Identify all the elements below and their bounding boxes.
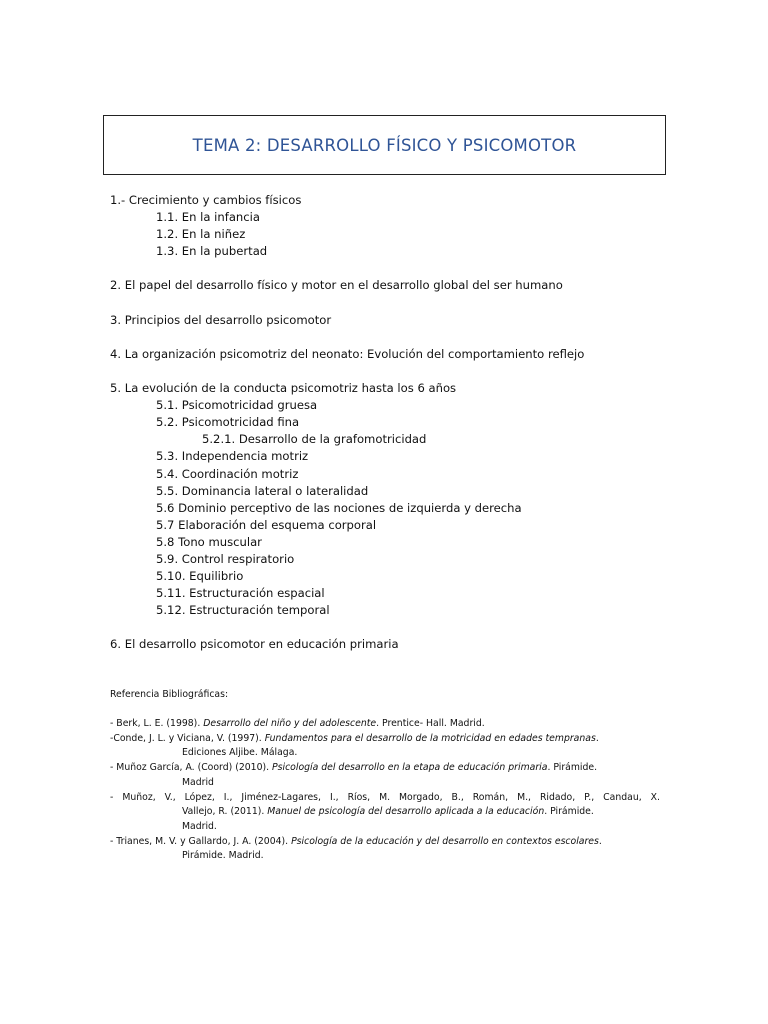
toc-subsection: 5.2.1. Desarrollo de la grafomotricidad [202, 432, 427, 447]
toc-subsection: 1.3. En la pubertad [156, 244, 268, 259]
reference-continuation [110, 805, 660, 820]
toc-section: 3. Principios del desarrollo psicomotor [110, 312, 332, 327]
toc-subsection: 5.8 Tono muscular [156, 534, 262, 549]
reference-text: - Berk, L. E. (1998). [110, 718, 204, 729]
toc-subsection: 1.2. En la niñez [156, 227, 246, 242]
toc-spacer [110, 260, 670, 277]
reference-title: Fundamentos para el desarrollo de la motricidad en edades tempranas [264, 732, 596, 744]
reference-entry [110, 717, 660, 732]
toc-section: 5. La evolución de la conducta psicomotriz hasta los 6 años [110, 381, 457, 396]
reference-line [110, 761, 660, 776]
reference-entry [110, 732, 660, 761]
reference-text: Pirámide. Madrid. [182, 850, 264, 862]
toc-subsection: 5.1. Psicomotricidad gruesa [156, 398, 318, 413]
toc-subsection: 5.4. Coordinación motriz [156, 466, 299, 481]
toc-section: 4. La organización psicomotriz del neonato: Evolución del comportamiento reflejo [110, 346, 585, 361]
toc-subsection: 5.2. Psicomotricidad fina [156, 415, 300, 430]
toc-section: 6. El desarrollo psicomotor en educación primaria [110, 637, 399, 652]
reference-text: Vallejo, R. (2011). [182, 806, 268, 818]
reference-title: Psicología de la educación y del desarrollo en contextos escolares [291, 835, 599, 847]
toc-spacer [110, 329, 670, 346]
reference-title: Desarrollo del niño y del adolescente [203, 718, 377, 729]
reference-entry [110, 761, 660, 790]
toc-subsection: 5.9. Control respiratorio [156, 551, 295, 566]
reference-title: Psicología del desarrollo en la etapa de educación primaria [272, 762, 548, 774]
reference-text: Ediciones Aljibe. Málaga. [182, 747, 298, 759]
reference-text: - Muñoz García, A. (Coord) (2010). [110, 762, 273, 774]
reference-title: Manuel de psicología del desarrollo aplicada a la educación [267, 806, 545, 818]
reference-entry [110, 791, 660, 835]
toc-section: 1.- Crecimiento y cambios físicos [110, 193, 302, 207]
toc-spacer [110, 619, 670, 636]
reference-line [110, 732, 660, 747]
reference-text: Madrid [182, 776, 214, 788]
references-heading: Referencia Bibliográficas: [110, 689, 229, 700]
reference-text: . Prentice- Hall. Madrid. [376, 718, 485, 729]
toc-subsection: 5.3. Independencia motriz [156, 449, 309, 464]
reference-continuation [110, 746, 660, 761]
toc-subsection: 5.12. Estructuración temporal [156, 603, 330, 618]
toc-spacer [110, 363, 670, 380]
reference-continuation [110, 776, 660, 791]
reference-text: - Muñoz, V., López, I., Jiménez-Lagares, I., Ríos, M. Morgado, B., Román, M., Ridado, P., Candau, X. [110, 791, 660, 803]
references-list [110, 717, 660, 864]
reference-text: . [595, 732, 599, 744]
reference-text: - Trianes, M. V. y Gallardo, J. A. (2004). [110, 835, 292, 847]
toc-spacer [110, 295, 670, 312]
reference-line [110, 835, 660, 850]
toc-subsection: 5.10. Equilibrio [156, 569, 244, 584]
toc-subsection: 5.5. Dominancia lateral o lateralidad [156, 483, 369, 498]
reference-line [110, 791, 660, 806]
reference-text: . Pirámide. [544, 806, 594, 818]
toc-subsection: 5.6 Dominio perceptivo de las nociones de izquierda y derecha [156, 500, 522, 515]
reference-text: . Pirámide. [547, 762, 598, 774]
toc-subsection: 5.11. Estructuración espacial [156, 586, 325, 601]
document-title: TEMA 2: DESARROLLO FÍSICO Y PSICOMOTOR [192, 135, 577, 155]
reference-text: . [598, 835, 602, 847]
references-section [110, 688, 660, 864]
reference-text: Madrid. [182, 820, 217, 832]
reference-continuation [110, 820, 660, 835]
toc-subsection: 5.7 Elaboración del esquema corporal [156, 517, 377, 532]
reference-entry [110, 835, 660, 864]
reference-text: -Conde, J. L. y Viciana, V. (1997). [110, 732, 265, 744]
toc-section: 2. El papel del desarrollo físico y motor en el desarrollo global del ser humano [110, 278, 563, 293]
reference-line [110, 717, 660, 732]
reference-continuation [110, 849, 660, 864]
toc-subsection: 1.1. En la infancia [156, 210, 260, 225]
table-of-contents [110, 192, 670, 654]
title-box [103, 115, 666, 175]
